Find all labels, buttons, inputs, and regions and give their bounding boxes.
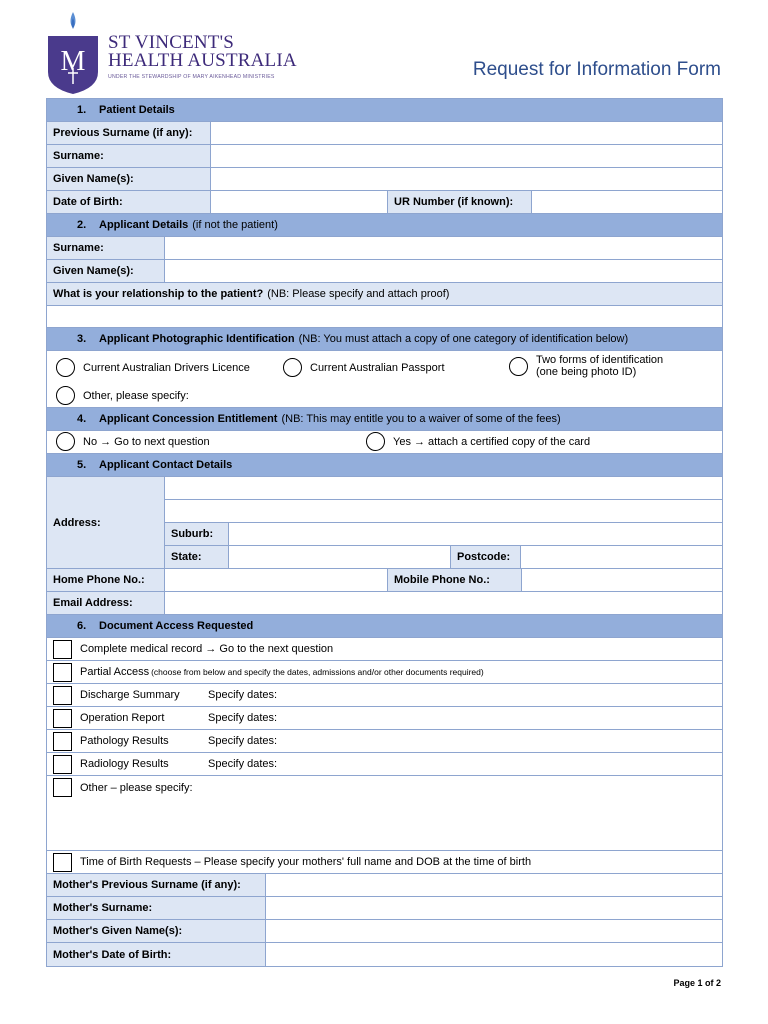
row-surname xyxy=(47,145,722,168)
relationship-note: (NB: Please specify and attach proof) xyxy=(267,288,450,300)
radiology-results-group: Radiology Results Specify dates: xyxy=(53,755,277,774)
row-mother-surname xyxy=(47,897,722,920)
field-relationship[interactable] xyxy=(47,306,722,328)
label-suburb: Suburb: xyxy=(165,523,229,545)
address-block xyxy=(165,477,722,568)
section-5-header: 5. Applicant Contact Details xyxy=(47,454,722,477)
label-home-phone: Home Phone No.: xyxy=(47,569,165,591)
option-concession-yes[interactable]: Yes → attach a certified copy of the card xyxy=(366,432,590,451)
partial-access-group: Partial Access (choose from below and specify the dates, admissions and/or other documents required) xyxy=(53,663,484,682)
field-mother-dob[interactable] xyxy=(266,943,722,966)
row-dob xyxy=(47,191,722,214)
field-previous-surname[interactable] xyxy=(211,122,722,144)
row-mother-given xyxy=(47,920,722,943)
label-postcode: Postcode: xyxy=(451,546,521,568)
org-name-line2: HEALTH AUSTRALIA xyxy=(108,50,297,71)
form-title: Request for Information Form xyxy=(472,59,721,80)
label-relationship: What is your relationship to the patient? xyxy=(53,288,264,300)
section-2-header: 2. Applicant Details (if not the patient) xyxy=(47,214,722,237)
row-given-names xyxy=(47,168,722,191)
checkbox-icon[interactable] xyxy=(53,778,72,797)
field-state[interactable] xyxy=(229,546,451,568)
option-concession-no[interactable]: No → Go to next question xyxy=(56,432,210,451)
field-applicant-given[interactable] xyxy=(165,260,722,282)
org-name-line1: ST VINCENT'S xyxy=(108,32,235,53)
field-given-names[interactable] xyxy=(211,168,722,190)
section-3-header: 3. Applicant Photographic Identification (NB: You must attach a copy of one category of identification below) xyxy=(47,328,722,351)
option-partial-access[interactable] xyxy=(47,661,722,684)
option-complete-record[interactable] xyxy=(47,638,722,661)
label-mother-given: Mother's Given Name(s): xyxy=(47,920,266,942)
checkbox-icon[interactable] xyxy=(53,663,72,682)
field-applicant-surname[interactable] xyxy=(165,237,722,259)
complete-record-group: Complete medical record → Go to the next question xyxy=(53,640,333,659)
label-state: State: xyxy=(165,546,229,568)
field-surname[interactable] xyxy=(211,145,722,167)
option-radiology-results[interactable] xyxy=(47,753,722,776)
row-applicant-surname xyxy=(47,237,722,260)
option-time-of-birth[interactable] xyxy=(47,851,722,874)
row-mother-prev-surname xyxy=(47,874,722,897)
row-suburb xyxy=(165,523,722,546)
org-tagline: UNDER THE STEWARDSHIP OF MARY AIKENHEAD MINISTRIES xyxy=(108,74,275,80)
row-mother-dob xyxy=(47,943,722,966)
option-two-forms[interactable]: Two forms of identification (one being photo ID) xyxy=(509,354,663,378)
field-mother-surname[interactable] xyxy=(266,897,722,919)
row-address xyxy=(47,477,722,569)
page-number: Page 1 of 2 xyxy=(673,978,721,988)
shield-logo-icon xyxy=(46,10,100,94)
label-applicant-given: Given Name(s): xyxy=(47,260,165,282)
option-other-document[interactable] xyxy=(47,776,722,851)
option-drivers-licence[interactable]: Current Australian Drivers Licence xyxy=(56,358,250,377)
label-mobile-phone: Mobile Phone No.: xyxy=(388,569,522,591)
row-concession-options xyxy=(47,431,722,454)
field-ur-number[interactable] xyxy=(532,191,722,213)
other-document-group: Other – please specify: xyxy=(53,778,193,797)
label-mother-prev-surname: Mother's Previous Surname (if any): xyxy=(47,874,266,896)
label-previous-surname: Previous Surname (if any): xyxy=(47,122,211,144)
label-given-names: Given Name(s): xyxy=(47,168,211,190)
label-email: Email Address: xyxy=(47,592,165,614)
option-other-id[interactable]: Other, please specify: xyxy=(56,386,189,405)
time-of-birth-group: Time of Birth Requests – Please specify your mothers' full name and DOB at the time of birth xyxy=(53,853,531,872)
radio-icon[interactable] xyxy=(56,432,75,451)
field-mobile-phone[interactable] xyxy=(522,569,722,591)
label-mother-dob: Mother's Date of Birth: xyxy=(47,943,266,966)
radio-icon[interactable] xyxy=(56,386,75,405)
label-ur-number: UR Number (if known): xyxy=(388,191,532,213)
label-dob: Date of Birth: xyxy=(47,191,211,213)
row-phones xyxy=(47,569,722,592)
row-id-options xyxy=(47,351,722,408)
field-suburb[interactable] xyxy=(229,523,722,545)
radio-icon[interactable] xyxy=(283,358,302,377)
option-pathology-results[interactable] xyxy=(47,730,722,753)
option-passport[interactable]: Current Australian Passport xyxy=(283,358,445,377)
logo xyxy=(46,10,306,94)
section-6-header: 6. Document Access Requested xyxy=(47,615,722,638)
checkbox-icon[interactable] xyxy=(53,709,72,728)
field-home-phone[interactable] xyxy=(165,569,388,591)
pathology-results-group: Pathology Results Specify dates: xyxy=(53,732,277,751)
checkbox-icon[interactable] xyxy=(53,640,72,659)
row-applicant-given xyxy=(47,260,722,283)
option-operation-report[interactable] xyxy=(47,707,722,730)
request-form xyxy=(46,98,723,967)
label-applicant-surname: Surname: xyxy=(47,237,165,259)
label-surname: Surname: xyxy=(47,145,211,167)
field-postcode[interactable] xyxy=(521,546,722,568)
operation-report-group: Operation Report Specify dates: xyxy=(53,709,277,728)
row-relationship-question xyxy=(47,283,722,306)
row-email xyxy=(47,592,722,615)
partial-access-note: (choose from below and specify the dates, admissions and/or other documents required) xyxy=(151,667,484,677)
row-state xyxy=(165,546,722,568)
radio-icon[interactable] xyxy=(366,432,385,451)
field-mother-prev-surname[interactable] xyxy=(266,874,722,896)
field-email[interactable] xyxy=(165,592,722,614)
radio-icon[interactable] xyxy=(56,358,75,377)
option-discharge-summary[interactable] xyxy=(47,684,722,707)
discharge-summary-group: Discharge Summary Specify dates: xyxy=(53,686,277,705)
label-address: Address: xyxy=(47,477,165,568)
field-dob[interactable] xyxy=(211,191,388,213)
row-previous-surname xyxy=(47,122,722,145)
field-address-line2[interactable] xyxy=(165,500,722,523)
radio-icon[interactable] xyxy=(509,357,528,376)
svg-text:M: M xyxy=(60,46,86,77)
checkbox-icon[interactable] xyxy=(53,686,72,705)
checkbox-icon[interactable] xyxy=(53,732,72,751)
checkbox-icon[interactable] xyxy=(53,853,72,872)
checkbox-icon[interactable] xyxy=(53,755,72,774)
section-4-header: 4. Applicant Concession Entitlement (NB: This may entitle you to a waiver of some of the fees) xyxy=(47,408,722,431)
field-address-line1[interactable] xyxy=(165,477,722,500)
field-mother-given[interactable] xyxy=(266,920,722,942)
section-1-header: 1. Patient Details xyxy=(47,99,722,122)
label-mother-surname: Mother's Surname: xyxy=(47,897,266,919)
